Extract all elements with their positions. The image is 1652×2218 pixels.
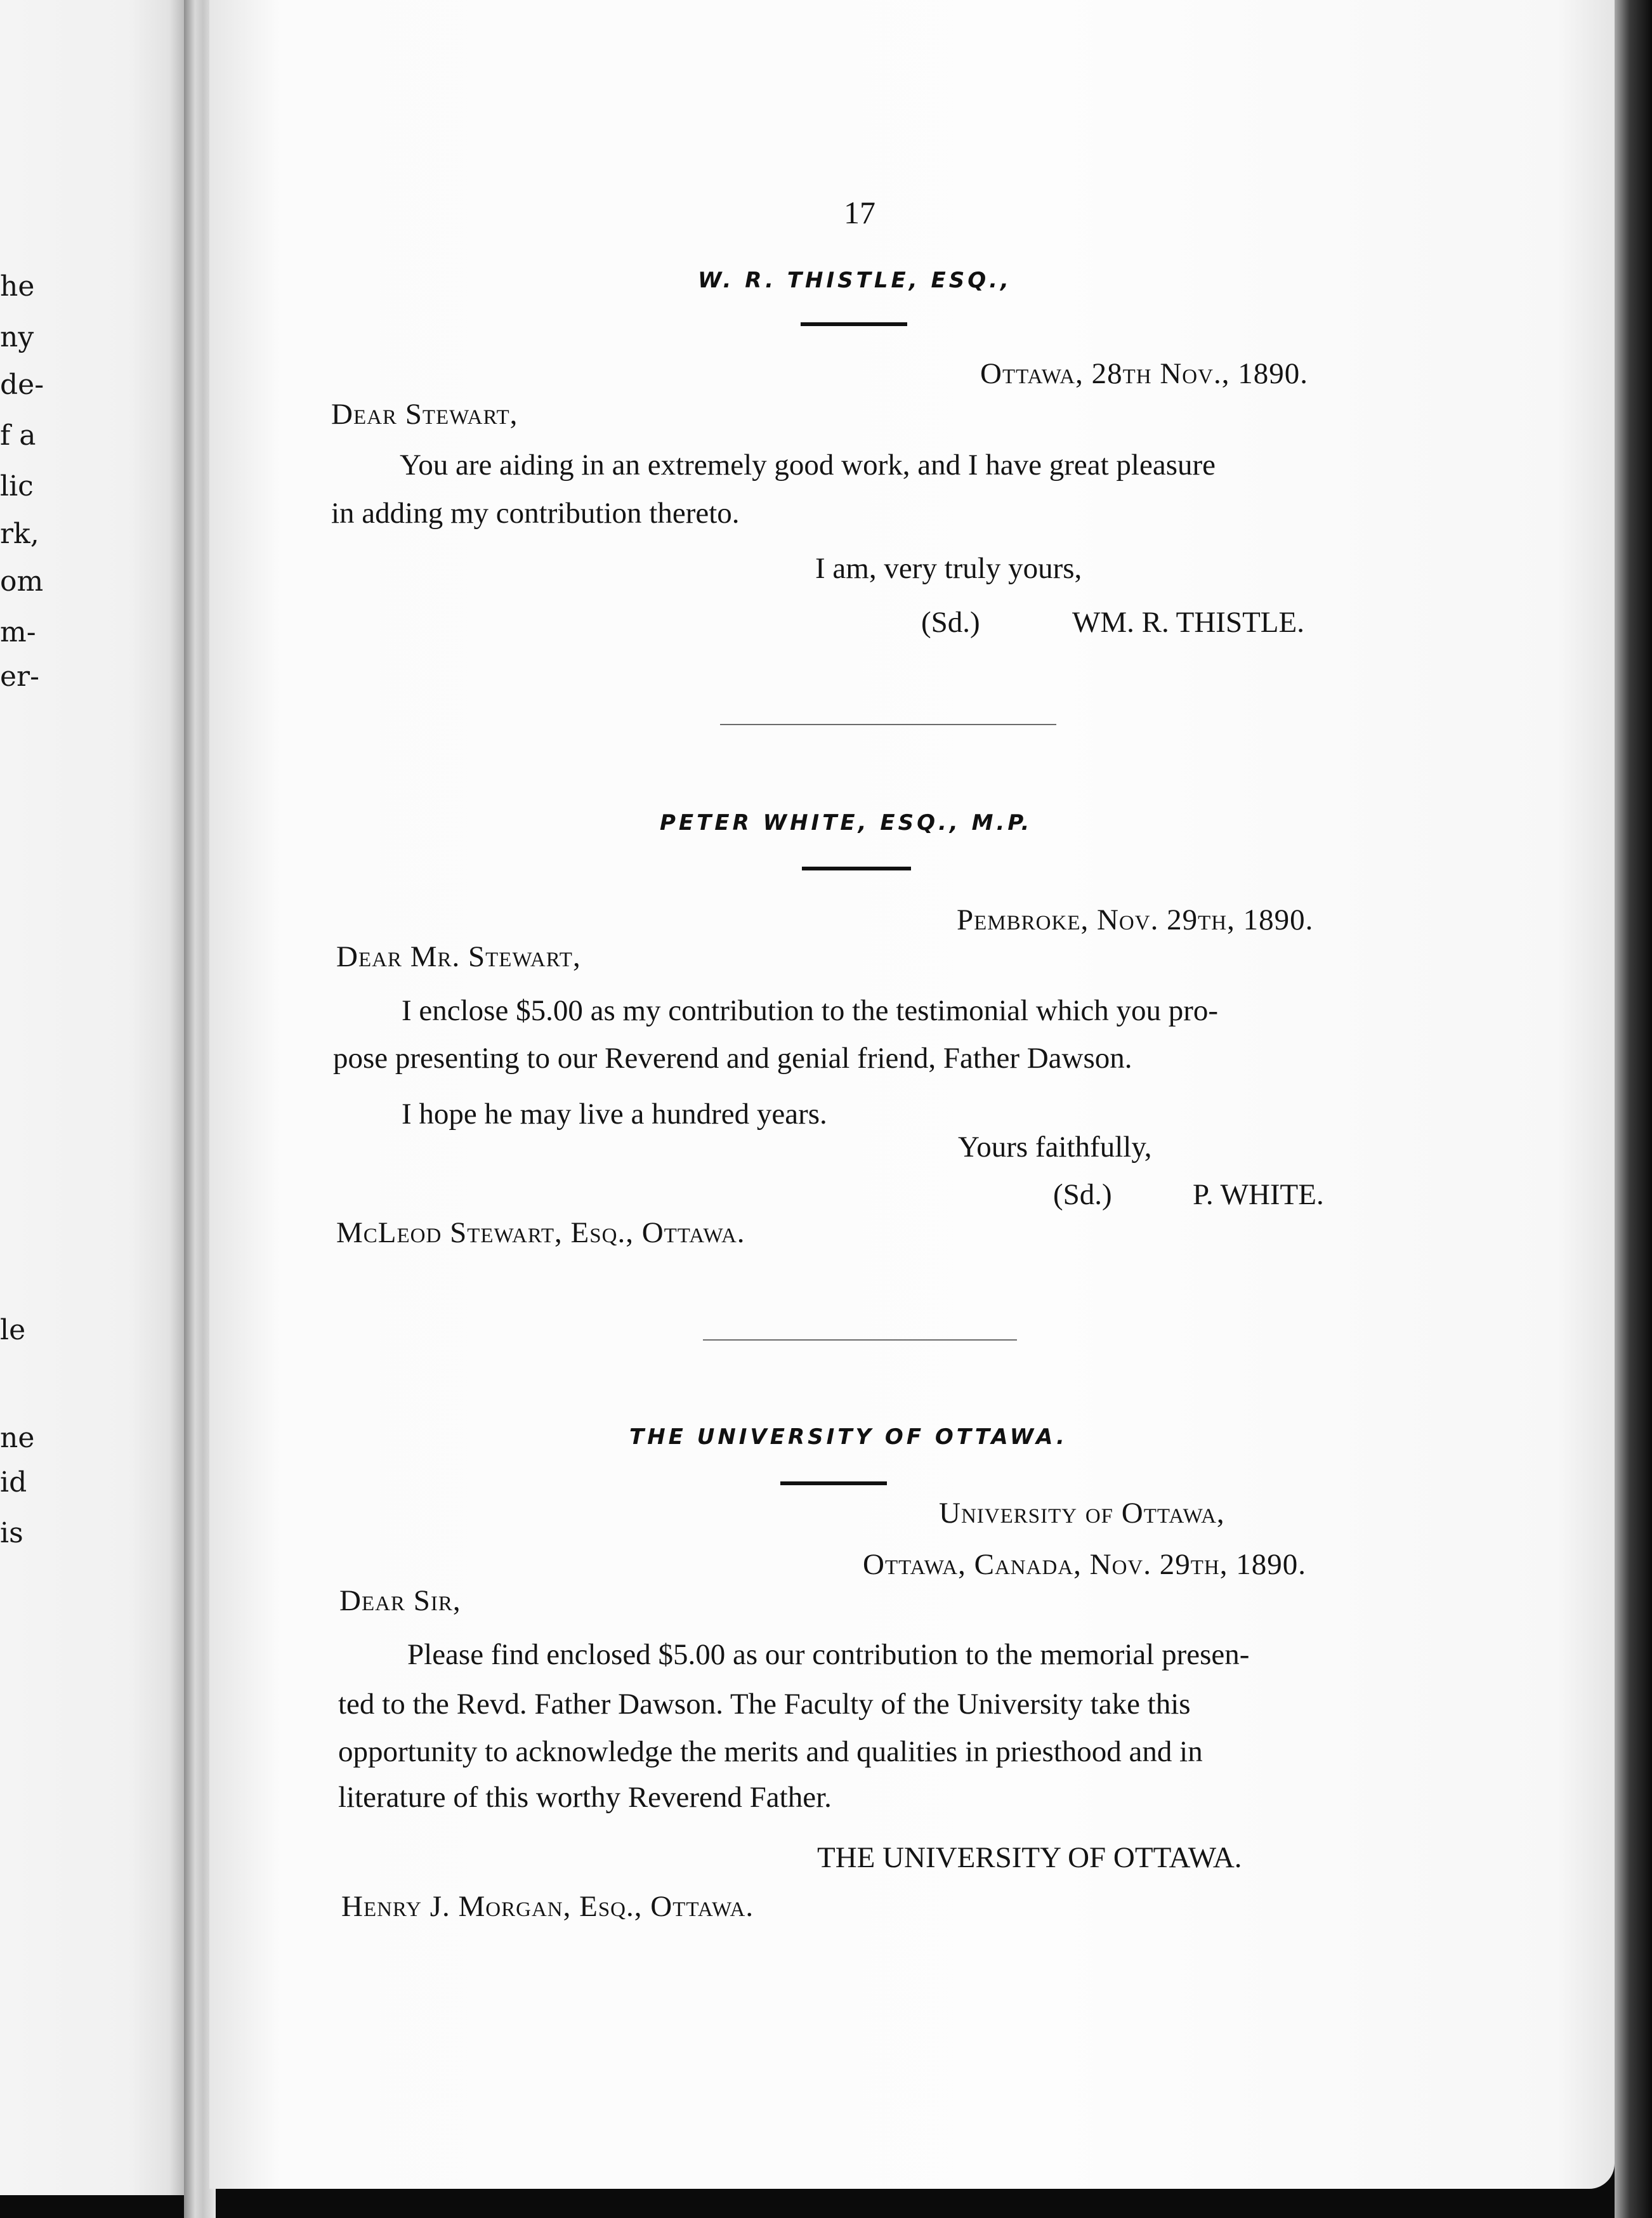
letter-body-line: I enclose $5.00 as my contribution to the testimonial which you pro- bbox=[402, 994, 1219, 1027]
signed-mark: (Sd.) bbox=[1053, 1178, 1112, 1211]
page-right-edge-shadow bbox=[1615, 0, 1652, 2218]
heading-rule bbox=[780, 1481, 887, 1485]
signed-mark: (Sd.) bbox=[921, 606, 980, 639]
letter-closing: Yours faithfully, bbox=[958, 1131, 1152, 1164]
previous-page-fragment: is bbox=[0, 1517, 23, 1549]
letter-salutation: Dear Mr. Stewart, bbox=[336, 940, 581, 973]
letter-address-line: University of Ottawa, bbox=[939, 1497, 1225, 1530]
letter-dateline: Pembroke, Nov. 29th, 1890. bbox=[957, 903, 1314, 936]
previous-page-fragment: ny bbox=[0, 321, 34, 353]
previous-page-fragment: rk, bbox=[0, 518, 39, 550]
previous-page-fragment: le bbox=[0, 1314, 26, 1346]
letter-dateline: Ottawa, Canada, Nov. 29th, 1890. bbox=[863, 1548, 1306, 1581]
previous-page-edge bbox=[0, 0, 184, 2195]
letter-body-line: I hope he may live a hundred years. bbox=[402, 1098, 827, 1131]
letter-body-line: in adding my contribution thereto. bbox=[331, 497, 740, 530]
letter-body-line: Please find enclosed $5.00 as our contribution to the memorial presen- bbox=[407, 1638, 1250, 1671]
previous-page-fragment: om bbox=[0, 565, 44, 598]
previous-page-fragment: de- bbox=[0, 369, 44, 401]
section-divider bbox=[703, 1339, 1017, 1341]
letter-salutation: Dear Stewart, bbox=[331, 398, 518, 431]
heading-rule bbox=[802, 867, 911, 870]
heading-rule bbox=[801, 322, 907, 326]
letter-body-line: opportunity to acknowledge the merits and qualities in priesthood and in bbox=[338, 1735, 1203, 1768]
letter-heading: PETER WHITE, ESQ., M.P. bbox=[660, 810, 1033, 836]
previous-page-fragment: f a bbox=[0, 419, 36, 452]
letter-addressee: Henry J. Morgan, Esq., Ottawa. bbox=[341, 1890, 754, 1923]
section-divider bbox=[720, 724, 1056, 725]
previous-page-fragment: id bbox=[0, 1466, 27, 1499]
letter-body-line: pose presenting to our Reverend and genial friend, Father Dawson. bbox=[333, 1042, 1132, 1075]
previous-page-fragment: he bbox=[0, 270, 35, 303]
page-number: 17 bbox=[844, 195, 875, 230]
letter-body-line: You are aiding in an extremely good work, and I have great pleasure bbox=[400, 449, 1216, 482]
letter-signature: P. WHITE. bbox=[1193, 1178, 1324, 1211]
letter-dateline: Ottawa, 28th Nov., 1890. bbox=[980, 357, 1308, 390]
letter-addressee: McLeod Stewart, Esq., Ottawa. bbox=[336, 1216, 745, 1249]
letter-signature: THE UNIVERSITY OF OTTAWA. bbox=[817, 1841, 1242, 1874]
letter-body-line: literature of this worthy Reverend Father. bbox=[338, 1781, 832, 1814]
previous-page-fragment: lic bbox=[0, 470, 34, 502]
letter-salutation: Dear Sir, bbox=[339, 1584, 461, 1617]
previous-page-fragment: er- bbox=[0, 660, 39, 693]
letter-body-line: ted to the Revd. Father Dawson. The Faculty of the University take this bbox=[338, 1688, 1191, 1721]
previous-page-fragment: m- bbox=[0, 616, 36, 648]
previous-page-fragment: ne bbox=[0, 1422, 35, 1454]
letter-heading: W. R. THISTLE, ESQ., bbox=[698, 268, 1012, 293]
letter-heading: THE UNIVERSITY OF OTTAWA. bbox=[629, 1424, 1068, 1450]
letter-signature: WM. R. THISTLE. bbox=[1072, 606, 1304, 639]
letter-closing: I am, very truly yours, bbox=[815, 552, 1082, 585]
